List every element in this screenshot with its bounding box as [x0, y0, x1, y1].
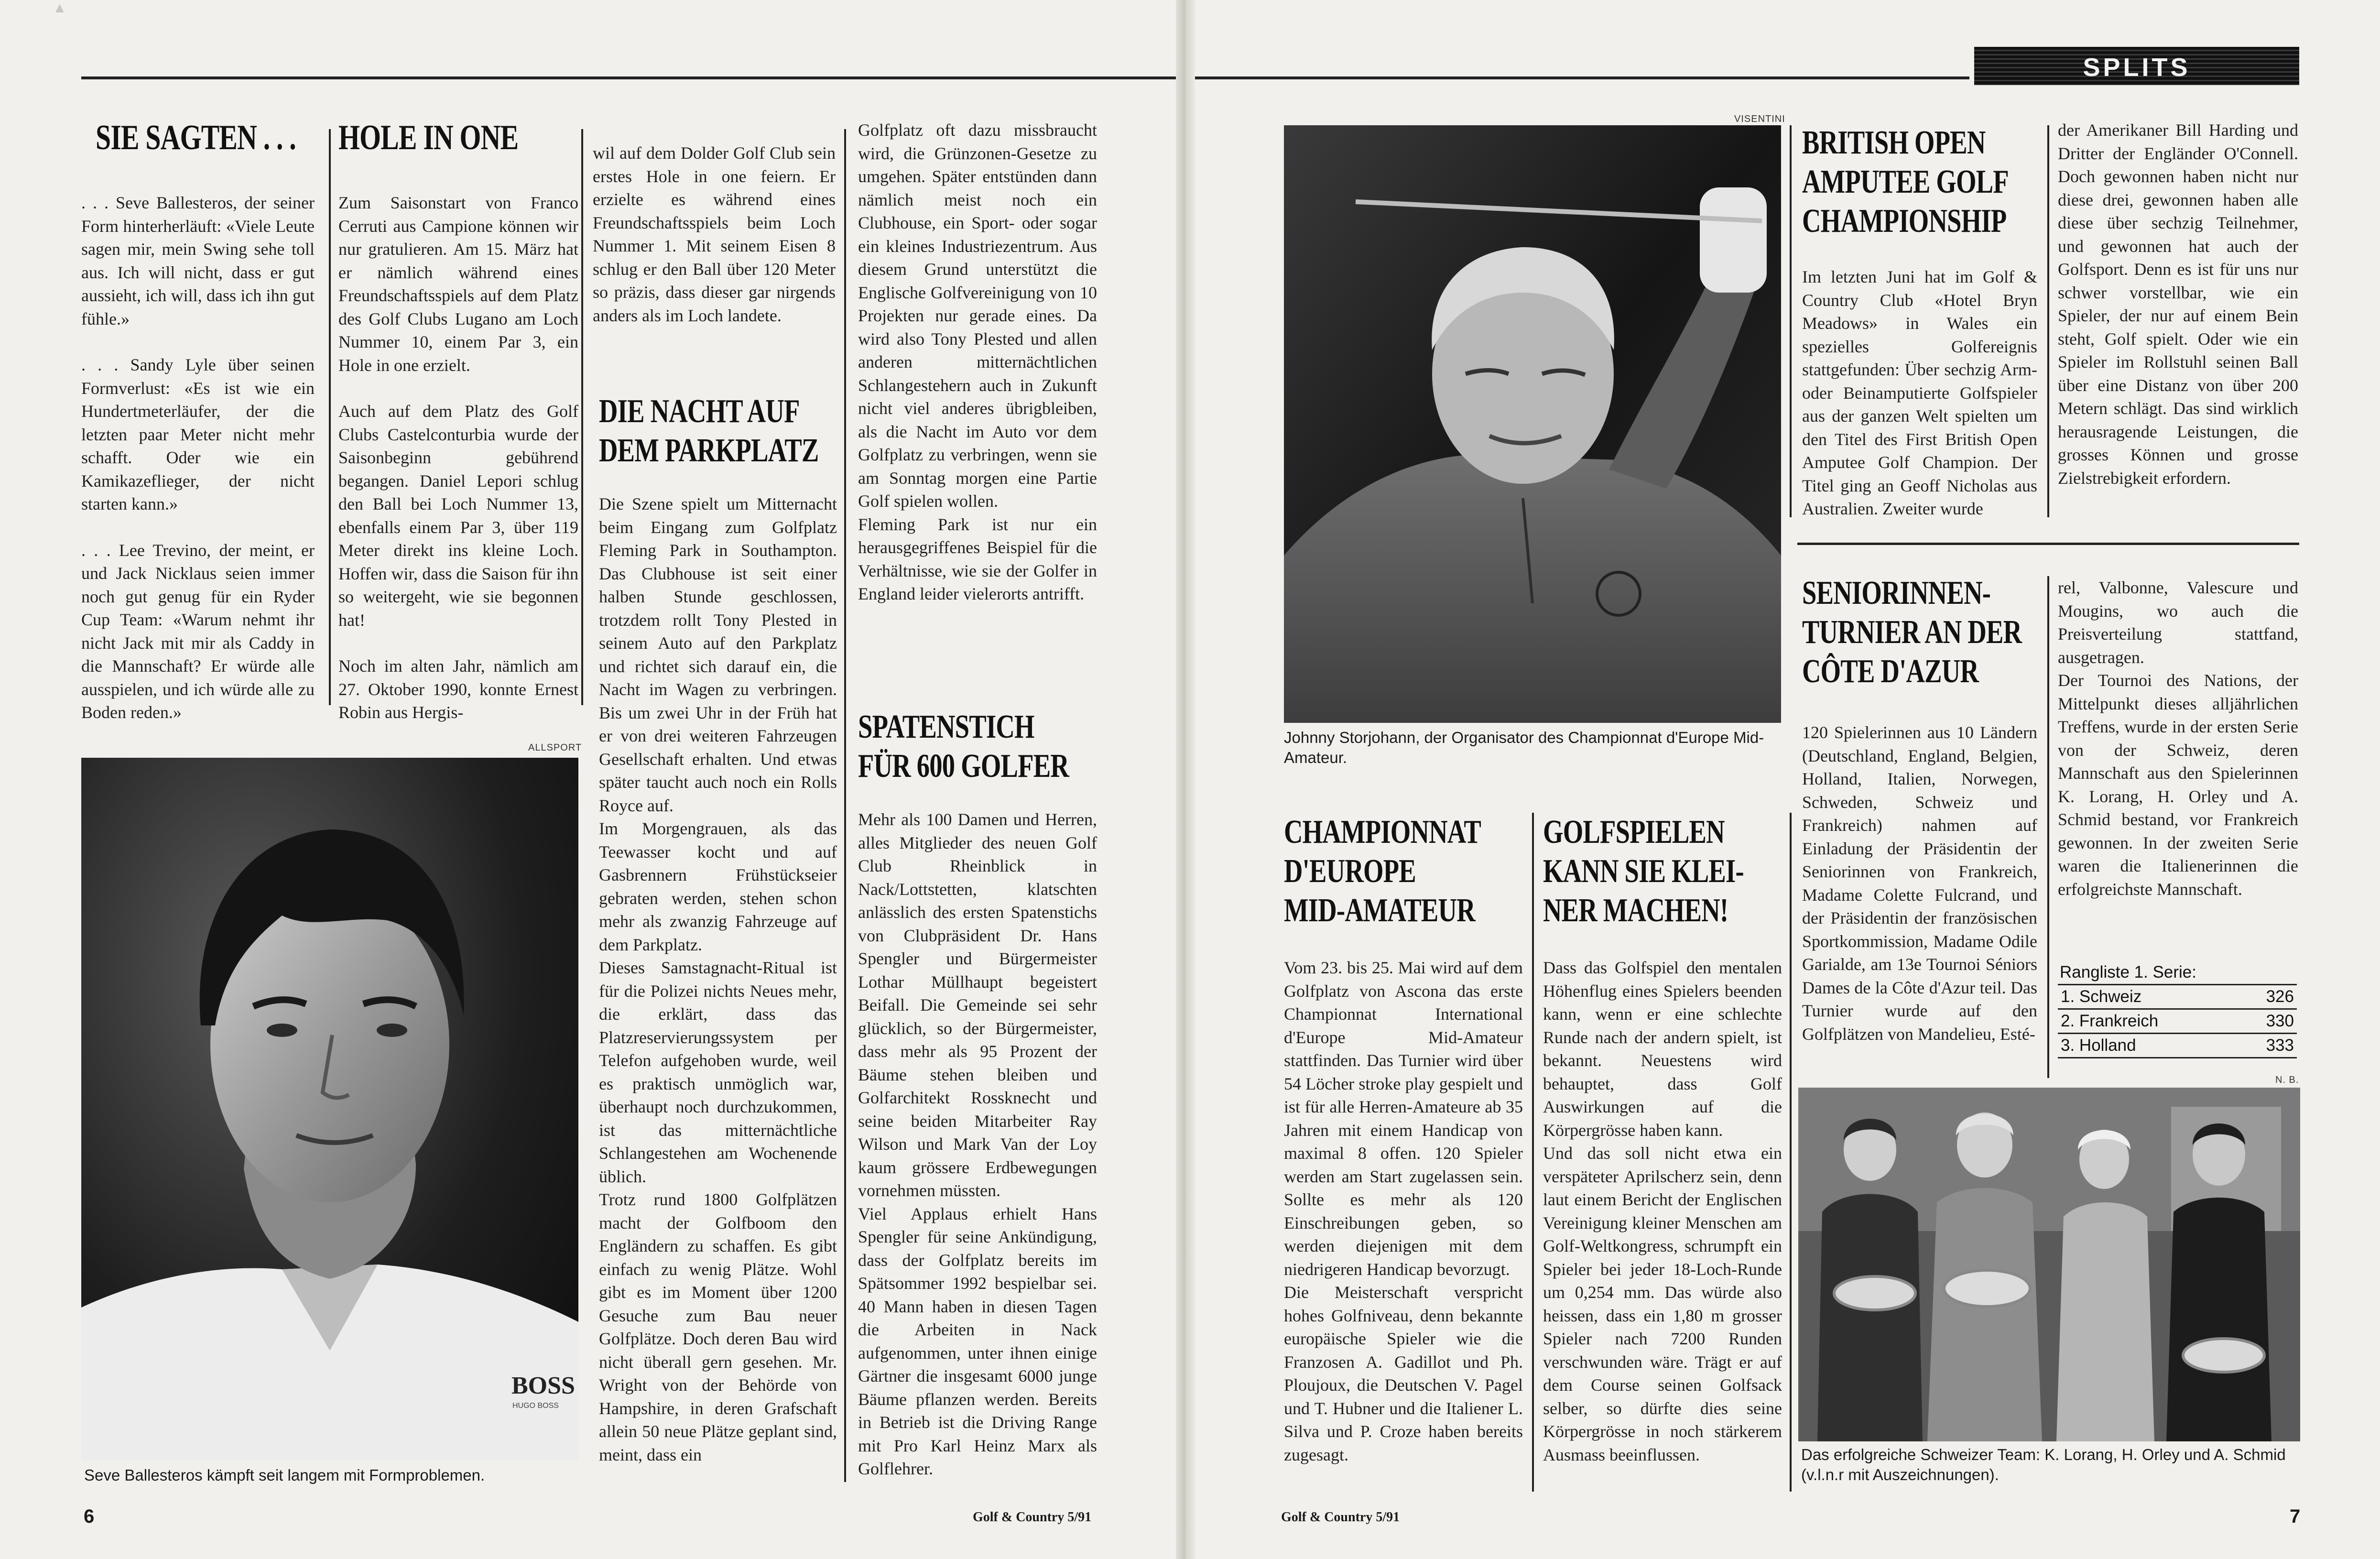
ranking-team: 2. Frankreich: [2061, 1012, 2159, 1030]
magazine-footer-left: Golf & Country 5/91: [973, 1510, 1092, 1525]
ranking-title: Rangliste 1. Serie:: [2058, 961, 2297, 985]
seniorinnen-paragraph: 120 Spielerinnen aus 10 Ländern (Deutschland, England, Belgien, Holland, Italien, Norwegen, Schweden, Schweiz und Frankreich) nahmen auf Einladung der Präsidentin der Seniorinnen von Frankreich, Madame Colette Fulcrand, und der Präsidentin der französischen Sportkommission, Madame Odile Garialde, am 13e Tournoi Séniors Dames de la Côte d'Azur teil. Das Turnier wurde auf den Golfplätzen von Mandelieu, Esté-: [1802, 723, 2037, 1044]
column-divider: [2047, 576, 2049, 1078]
page-number-right: 7: [2290, 1506, 2301, 1527]
ranking-team: 1. Schweiz: [2061, 987, 2142, 1006]
photo-credit: VISENTINI: [1734, 114, 1785, 124]
hole-in-one-paragraph: Zum Saisonstart von Franco Cerruti aus Campione können wir nur gratulieren. Am 15. März hat er nämlich während eines Freundschaftsspiels auf dem Platz des Golf Clubs Lugano am Loch Nummer 10, einem Par 3, ein Hole in one erzielt.: [338, 193, 578, 375]
ranking-row: [2058, 1010, 2297, 1034]
championnat-heading: CHAMPIONNAT D'EUROPE MID-AMATEUR: [1284, 814, 1481, 929]
championnat-body: [1284, 956, 1523, 1466]
spatenstich-body: [858, 808, 1097, 1481]
hole-in-one-paragraph: Auch auf dem Platz des Golf Clubs Castelconturbia wurde der Saisonbeginn gebührend begangen. Daniel Lepori schlug den Ball bei Loch Nummer 13, ebenfalls einem Par 3, über 119 Meter direkt ins kleine Loch. Hoffen wir, dass die Saison für ihn so weitergeht, wie sie begonnen hat!: [338, 402, 578, 630]
top-rule-left: [81, 76, 1176, 79]
sie-sagten-paragraph: . . . Seve Ballesteros, der seiner Form hinterherläuft: «Viele Leute sagen mir, mein Swing sehe toll aus. Ich will nicht, dass er gut aussieht, ich will, dass ich ihn gut fühle.»: [81, 193, 315, 328]
british-open-paragraph: der Amerikaner Bill Harding und Dritter der Engländer O'Connell. Doch gewonnen haben nicht nur diese drei, gewonnen haben alle diese über sechzig Teilnehmer, und gewonnen hat auch der Golfsport. Denn es ist für uns nur schwer vorstellbar, wie ein Spieler, der nur auf einem Bein steht, Golf spielt. Oder wie ein Spieler im Rollstuhl seinen Ball über eine Distanz von über 200 Metern schlägt. Das sind wirklich herausragende Leistungen, die grosses Können und grosse Zielstrebigkeit erfordern.: [2058, 120, 2298, 488]
ranking-score: 326: [2266, 987, 2294, 1006]
ranking-row: [2058, 985, 2297, 1010]
nacht-paragraph: Im Morgengrauen, als das Teewasser kocht und auf Gasbrennern Frühstückseier gebraten werden, stehen schon mehr als zwanzig Fahrzeuge auf dem Parkplatz.: [599, 819, 837, 954]
ranking-table: [2058, 961, 2297, 1058]
british-open-body-b: [2058, 119, 2298, 490]
nacht-paragraph: Golfplatz oft dazu missbraucht wird, die Grünzonen-Gesetze zu umgehen. Später entstünden dann nämlich meist noch ein Clubhouse, ein Sport- oder sogar ein kleines Industriezentrum. Aus diesem Grund unterstützt die Englische Golfvereinigung von 10 Projekten nur gerade eines. Da wird also Tony Plested und allen anderen mitternächtlichen Schlangestehern auch in Zukunft nicht viel anderes übrigbleiben, als die Nacht im Auto vor dem Golfplatz zu verbringen, wenn sie am Sonntag morgen eine Partie Golf spielen wollen.: [858, 120, 1097, 511]
hole-in-one-heading: HOLE IN ONE: [338, 118, 519, 157]
column-divider: [329, 129, 331, 705]
sie-sagten-paragraph: . . . Lee Trevino, der meint, er und Jack Nicklaus seien immer noch gut genug für ein Ryder Cup Team: «Warum nehmt ihr nicht Jack mit mir als Caddy in die Mannschaft? Er würde alle ausspielen, und ich würde alle zu Boden reden.»: [81, 540, 315, 722]
golfspielen-paragraph: Und das soll nicht etwa ein verspäteter Aprilscherz sein, denn laut einem Bericht der Englischen Vereinigung kleiner Menschen am Golf-Weltkongress, schrumpft ein Spieler bei jeder 18-Loch-Runde um 0,254 mm. Das würde also heissen, dass ein 1,80 m grosser Spieler nach 7200 Runden verschwunden wäre. Trägt er auf dem Course seinen Golfsack selber, so dürfte dies seine Körpergrösse in noch stärkerem Ausmass beeinflussen.: [1543, 1144, 1782, 1464]
storjohann-golfer-image: [1284, 125, 1781, 723]
golfspielen-body: [1543, 956, 1782, 1466]
ranking-row: [2058, 1034, 2297, 1058]
page-number-left: 6: [84, 1506, 95, 1527]
column-divider: [1532, 813, 1534, 1492]
shirt-logo-text: BOSS: [511, 1372, 575, 1399]
championnat-paragraph: Vom 23. bis 25. Mai wird auf dem Golfplatz von Ascona das erste Championnat International d'Europe Mid-Amateur stattfinden. Das Turnier wird über 54 Löcher stroke play gespielt und ist für alle Herren-Amateure ab 35 Jahren mit einem Handicap von maximal 8 offen. 120 Spieler werden am Start zugelassen sein. Sollte es mehr als 120 Einschreibungen geben, so werden diejenigen mit dem niedrigeren Handicap bevorzugt.: [1284, 958, 1523, 1279]
ranking-score: 330: [2266, 1012, 2294, 1030]
spatenstich-heading: SPATENSTICH FÜR 600 GOLFER: [858, 709, 1069, 785]
team-photo: [1798, 1088, 2300, 1441]
nacht-paragraph: Trotz rund 1800 Golfplätzen macht der Golfboom den Engländern zu schaffen. Es gibt einfach zu wenig Plätze. Wohl gibt es im Moment über 1200 Gesuche zum Bau neuer Golfplätze. Doch deren Bau wird nicht überall gern gesehen. Mr. Wright von der Behörde von Hampshire, in deren Grafschaft allein 50 neue Plätze geplant sind, meint, dass ein: [599, 1190, 837, 1464]
sie-sagten-body: [81, 191, 315, 724]
nacht-parkplatz-body-b: [858, 119, 1097, 606]
storjohann-caption: Johnny Storjohann, der Organisator des Championnat d'Europe Mid-Amateur.: [1284, 729, 1764, 766]
column-divider: [844, 129, 846, 1482]
team-caption: Das erfolgreiche Schweizer Team: K. Lorang, H. Orley und A. Schmid (v.l.n.r mit Auszeichnungen).: [1801, 1446, 2286, 1483]
seniorinnen-body-a: [1802, 721, 2037, 1046]
magazine-footer-right: Golf & Country 5/91: [1281, 1510, 1400, 1525]
nacht-parkplatz-body-a: [599, 492, 837, 1466]
column-divider: [1790, 813, 1792, 1492]
hole-in-one-paragraph-continued: wil auf dem Dolder Golf Club sein erstes Hole in one feiern. Er erzielte es während eines Freundschaftsspiels beim Loch Nummer 1. Mit seinem Eisen 8 schlug er den Ball über 120 Meter so präzis, dass dieser gar nirgends anders als im Loch landete.: [593, 143, 836, 325]
photo-credit: ALLSPORT: [528, 742, 582, 753]
british-open-paragraph: Im letzten Juni hat im Golf & Country Club «Hotel Bryn Meadows» in Wales ein spezielles Golfereignis stattgefunden: Über sechzig Arm- oder Beinamputierte Golfspieler aus der ganzen Welt spielten um den Titel des First British Open Amputee Golf Champion. Der Titel ging an Geoff Nicholas aus Australien. Zweiter wurde: [1802, 267, 2037, 518]
golfspielen-paragraph: Dass das Golfspiel den mentalen Höhenflug eines Spielers beenden kann, wenn er eine schlechte Runde nach der andern spielt, ist bekannt. Neuestens wird behauptet, dass Golf Auswirkungen auf die Körpergrösse haben kann.: [1543, 958, 1782, 1140]
ballesteros-portrait-image: [81, 758, 578, 1461]
british-open-heading: BRITISH OPEN AMPUTEE GOLF CHAMPIONSHIP: [1802, 124, 2009, 240]
storjohann-photo: [1284, 125, 1781, 723]
seniorinnen-body-b: [2058, 576, 2298, 901]
nacht-paragraph: Dieses Samstagnacht-Ritual ist für die Polizei nichts Neues mehr, die erklärt, dass das Platzreservierungssystem per Telefon aufgehoben wurde, weil es praktisch unmöglich war, überhaupt noch durchzukommen, ist das mitternächtliche Schlangestehen am Wochenende üblich.: [599, 958, 837, 1186]
hole-in-one-paragraph-part: Noch im alten Jahr, nämlich am 27. Oktober 1990, konnte Ernest Robin aus Hergis-: [338, 656, 578, 722]
ballesteros-photo: [81, 758, 578, 1461]
hole-in-one-body-b: [593, 142, 836, 327]
ranking-score: 333: [2266, 1036, 2294, 1055]
show-through-top: ▲: [53, 0, 214, 16]
spatenstich-paragraph: Mehr als 100 Damen und Herren, alles Mitglieder des neuen Golf Club Rheinblick in Nack/Lottstetten, klatschten anlässlich des ersten Spatenstichs von Clubpräsident Dr. Hans Spengler und Bürgermeister Lothar Müllhaupt begeistert Beifall. Die Gemeinde sei sehr glücklich, so der Bürgermeister, dass mehr als 95 Prozent der Bäume stehen bleiben und Golfarchitekt Rossknecht und seine beiden Mitarbeiter Ray Wilson und Mark Van der Loy kaum grössere Erdbewegungen vornehmen müssten.: [858, 810, 1097, 1200]
seniorinnen-paragraph: rel, Valbonne, Valescure und Mougins, wo auch die Preisverteilung stattfand, ausgetragen.: [2058, 578, 2298, 667]
section-banner: [1974, 47, 2299, 85]
hole-in-one-body-a: [338, 191, 578, 724]
shirt-logo-subtext: HUGO BOSS: [512, 1402, 559, 1410]
section-rule: [1797, 543, 2299, 545]
photo-credit: N. B.: [2275, 1075, 2299, 1085]
championnat-paragraph: Die Meisterschaft verspricht hohes Golfniveau, denn bekannte europäische Spieler wie die Franzosen A. Gadillot und Ph. Ploujoux, die Deutschen V. Pagel und T. Hubner und die Italiener L. Silva und P. Croze haben bereits zugesagt.: [1284, 1283, 1523, 1464]
spine-gutter: [1176, 0, 1195, 1559]
seniorinnen-paragraph: Der Tournoi des Nations, der Mittelpunkt dieses alljährlichen Treffens, wurde in der ersten Serie von der Schweiz, deren Mannschaft aus den Spielerinnen K. Lorang, H. Orley und A. Schmid bestand, vor Frankreich gewonnen. In der zweiten Serie waren die Italienerinnen die erfolgreichste Mannschaft.: [2058, 671, 2298, 899]
column-divider: [2047, 125, 2049, 517]
seniorinnen-heading: SENIORINNEN- TURNIER AN DER CÔTE D'AZUR: [1802, 575, 2022, 690]
column-divider: [1790, 125, 1792, 517]
sie-sagten-paragraph: . . . Sandy Lyle über seinen Formverlust: «Es ist wie ein Hundertmeterläufer, der die letzten paar Meter nicht mehr schafft. Oder wie ein Kamikazeflieger, der nicht starten kann.»: [81, 355, 315, 513]
nacht-paragraph: Fleming Park ist nur ein herausgegriffenes Beispiel für die Verhältnisse, wie sie der Golfer in England leider vielerorts antrifft.: [858, 514, 1097, 603]
golfspielen-heading: GOLFSPIELEN KANN SIE KLEI- NER MACHEN!: [1543, 814, 1744, 929]
section-banner-label: SPLITS: [2083, 53, 2191, 82]
top-rule-right: [1195, 76, 1969, 79]
column-divider: [581, 129, 583, 705]
nacht-parkplatz-heading: DIE NACHT AUF DEM PARKPLATZ: [599, 393, 819, 469]
ranking-team: 3. Holland: [2061, 1036, 2136, 1055]
british-open-body-a: [1802, 265, 2037, 521]
nacht-paragraph: Die Szene spielt um Mitternacht beim Eingang zum Golfplatz Fleming Park in Southampton. Das Clubhouse ist seit einer halben Stunde geschlossen, trotzdem rollt Tony Plested in seinem Auto auf den Parkplatz und richtet sich darauf ein, die Nacht im Wagen zu verbringen. Bis um zwei Uhr in der Früh hat er von drei weiteren Fahrzeugen Gesellschaft erhalten. Und etwas später taucht auch noch ein Rolls Royce auf.: [599, 494, 837, 815]
ballesteros-caption: Seve Ballesteros kämpft seit langem mit Formproblemen.: [84, 1466, 485, 1484]
sie-sagten-heading: SIE SAGTEN . . .: [96, 118, 296, 157]
swiss-team-image: [1798, 1088, 2300, 1441]
spatenstich-paragraph: Viel Applaus erhielt Hans Spengler für seine Ankündigung, dass der Golfplatz bereits im Spätsommer 1992 bespielbar sei. 40 Mann haben in diesen Tagen die Arbeiten in Nack aufgenommen, unter ihnen einige Gärtner die insgesamt 6000 junge Bäume pflanzen werden. Bereits in Betrieb ist die Driving Range mit Pro Karl Heinz Marx als Golflehrer.: [858, 1204, 1097, 1478]
